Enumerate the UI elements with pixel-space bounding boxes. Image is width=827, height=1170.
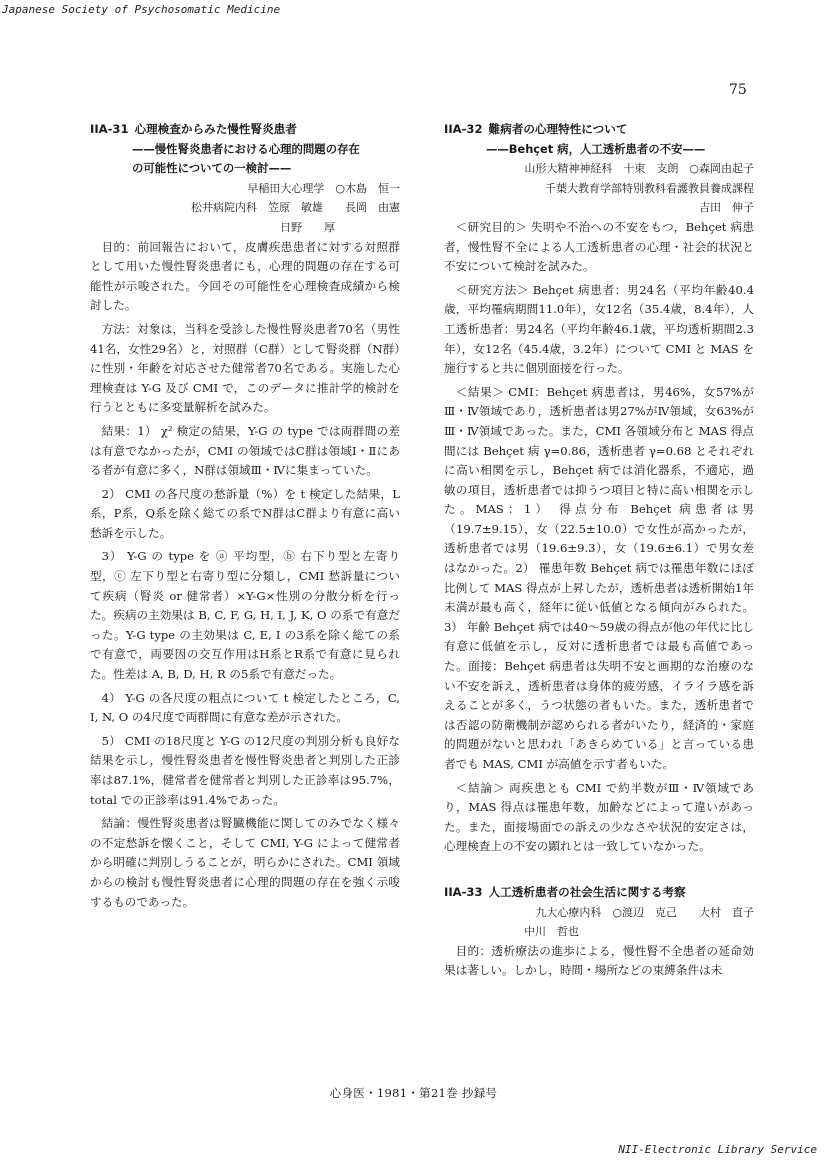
author-affiliation: 早稲田大心理学 ○木島 恒一 [247, 181, 400, 195]
author-name: 吉田 伸子 [699, 201, 754, 215]
body-paragraph: 4） Y-G の各尺度の粗点について t 検定したところ，C, I, N, O の4尺度で両群間に有意な差が示された。 [90, 690, 400, 725]
body-paragraph: 3） Y-G の type を ⓐ 平均型，ⓑ 右下り型と左寄り型，ⓒ 左下り型と右寄り型に分類し，CMI 愁訴量について疾病（腎炎 or 健常者）×Y-G×性別の分散分析を行った。疾病の主効果は B, C, F, G, H, I, J, K, O の系で有意だった。Y-G type の主効果は C, E, I の3系を除く総ての系で有意で，両要因の交互作用はH系とR系で有意に見られた。性差は A, B, D, H, R の5系で有意だった。 [90, 549, 400, 682]
page-number: 75 [729, 82, 747, 98]
body-paragraph: 目的：前回報告において，皮膚疾患患者に対する対照群として用いた慢性腎炎患者にも，心理的問題の存在する可能性が示唆された。今回その可能性を心理検査成績から検討した。 [90, 239, 400, 313]
abstract-number: IIA-31 [90, 122, 129, 136]
author-affiliation: 松井病院内科 笠原 敏雄 長岡 由憲 [191, 201, 400, 215]
abstract-subtitle: の可能性についての一検討—— [132, 161, 292, 176]
body-paragraph: 結論：慢性腎炎患者は腎臓機能に関してのみでなく様々の不定愁訴を懐くこと，そして CMI, Y-G によって健常者から明確に判別しうることが，明らかにされた。CMI 領域からの検討も慢性腎炎患者に心理的問題の存在を強く示唆するものであった。 [90, 816, 400, 909]
section-gap [444, 861, 754, 883]
body-paragraph: ＜研究目的＞ 失明や不治への不安をもつ，Behçet 病患者，慢性腎不全による人工透析患者の心理・社会的状況と不安について検討を試みた。 [444, 219, 754, 274]
body-paragraph: 2） CMI の各尺度の愁訴量（%）を t 検定した結果，L系，P系，Q系を除く総ての系でN群はC群より有意に高い愁訴を示した。 [90, 486, 400, 540]
abstract-heading [444, 120, 754, 140]
author-name: 中川 哲也 [524, 925, 579, 939]
body-paragraph: 方法：対象は，当科を受診した慢性腎炎患者70名（男性41名，女性29名）と，対照群（C群）として腎炎群（N群）に性別・年齢を対応させた健常者70名である。実施した心理検査は Y-G 及び CMI で，このデータに推計学的検討を行うとともに多変量解析を試みた。 [90, 321, 400, 415]
abstract-number: IIA-32 [444, 122, 483, 136]
body-paragraph: 5） CMI の18尺度と Y-G の12尺度の判別分析も良好な結果を示し，慢性腎炎患者を慢性腎炎患者と判別した正診率は87.1%，健常者を健常者と判別した正診率は95.7%，total での正診率は91.4%であった。 [90, 733, 400, 807]
abstract-subtitle: ——慢性腎炎患者における心理的問題の存在 [132, 141, 360, 156]
body-paragraph: ＜結果＞ CMI：Behçet 病患者は，男46%，女57%がⅢ・Ⅳ領域であり，透析患者は男27%がⅣ領域，女63%がⅢ・Ⅳ領域であった。また，CMI 各領域分布と MAS 得点間には Behçet 病 γ=0.86，透析患者 γ=0.68 とそれぞれに高い相関を示し，Behçet 病では消化器系，不適応，過敏の項目，透析患者では抑うつ項目と特に高い相関を示した。MAS：1） 得点分布 Behçet 病患者は男（19.7±9.15），女（22.5±10.0）で女性が高かったが，透析患者では男（19.6±9.3），女（19.6±6.1）で男女差はなかった。2） 罹患年数 Behçet 病では罹患年数にほぼ比例して MAS 得点が上昇したが，透析患者は透析開始1年未満が最も高く，経年に従い低値となる傾向がみられた。3） 年齢 Behçet 病では40〜59歳の得点が他の年代に比し有意に低値を示し，反対に透析患者では最も高値であった。面接：Behçet 病患者は失明不安と画期的な治療のない不安を訴え，透析患者は身体的疲労感，イライラ感を訴えることが多く，うつ状態の者もいた。また，透析患者では否認の防衛機制が認められる者がいたり，経済的・家庭的問題がないと思われ「あきらめている」と言っている患者でも MAS, CMI が高値を示す者もいた。 [444, 384, 754, 771]
abstract-title: 難病者の心理特性について [488, 122, 628, 136]
abstract-number: IIA-33 [444, 884, 483, 899]
author-name: 日野 厚 [280, 220, 335, 234]
abstract-iia31 [90, 120, 400, 916]
abstract-title: 心理検査からみた慢性腎炎患者 [134, 122, 297, 136]
body-paragraph: ＜結論＞ 両疾患とも CMI で約半数がⅢ・Ⅳ領域であり，MAS 得点は罹患年数，加齢などによって違いがあった。また，面接場面での訴えの少なさや状況的安定さは，心理検査上の不安の顕れとは一致していなかった。 [444, 780, 754, 854]
abstract-iia32 [444, 120, 754, 985]
author-affiliation: 山形大精神神経科 十束 支朗 ○森岡由起子 [524, 162, 754, 176]
author-affiliation: 九大心療内科 ○渡辺 克己 大村 直子 [535, 905, 754, 919]
library-service-label: NII-Electronic Library Service [618, 1143, 817, 1156]
abstract-heading [90, 120, 400, 140]
author-affiliation: 千葉大教育学部特別教科看護教員養成課程 [545, 181, 754, 195]
body-paragraph: 結果：1） χ² 検定の結果，Y-G の type では両群間の差は有意でなかったが，CMI の領域ではC群は領域Ⅰ・Ⅱにある者が有意に多く，N群は領域Ⅲ・Ⅳに集まっていた。 [90, 423, 400, 478]
journal-footer: 心身医・1981・第21巻 抄録号 [329, 1086, 498, 1100]
abstract-heading-iia33 [444, 883, 754, 903]
body-paragraph: ＜研究方法＞ Behçet 病患者：男24名（平均年齢40.4歳，平均罹病期間11.0年），女12名（35.4歳，8.4年），人工透析患者：男24名（平均年齢46.1歳，平均透析期間2.3年），女12名（45.4歳，3.2年）について CMI と MAS を施行すると共に個別面接を行った。 [444, 282, 754, 376]
abstract-title: 人工透析患者の社会生活に関する考察 [488, 884, 686, 899]
running-header: Japanese Society of Psychosomatic Medicine [2, 3, 281, 16]
abstract-subtitle: ——Behçet 病，人工透析患者の不安—— [486, 141, 706, 156]
body-paragraph: 目的：透析療法の進歩による，慢性腎不全患者の延命効果は著しい。しかし，時間・場所などの束縛条件は未 [444, 943, 754, 978]
